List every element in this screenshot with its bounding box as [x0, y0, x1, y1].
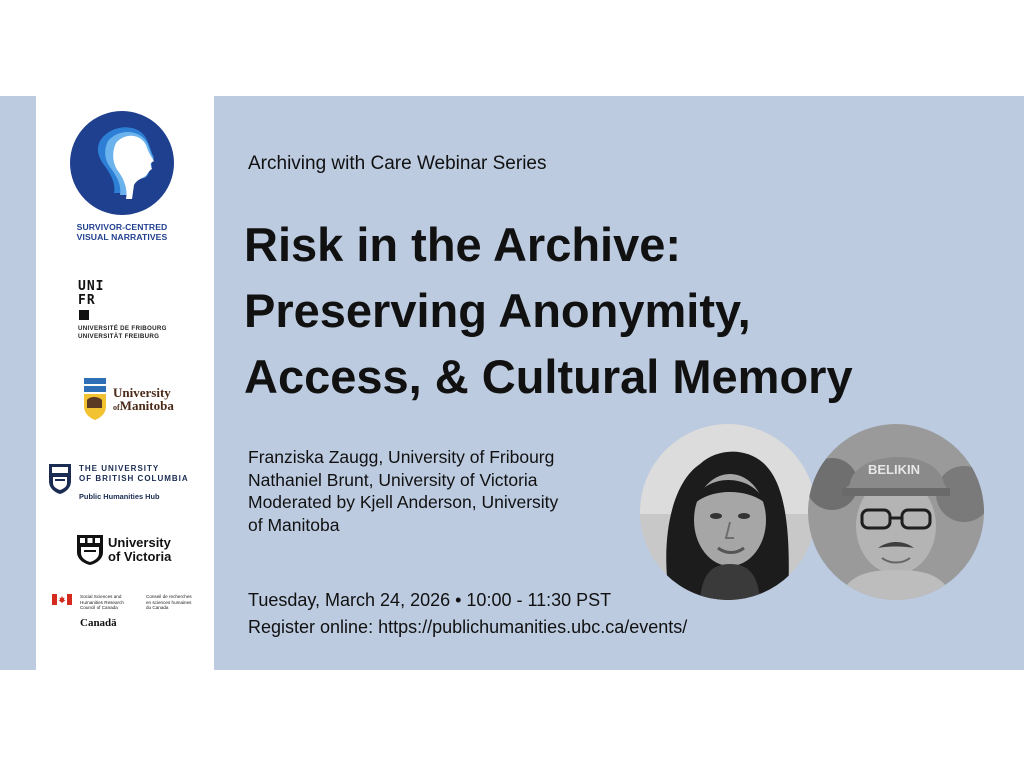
speaker-2: Nathaniel Brunt, University of Victoria — [248, 469, 538, 490]
unifr-mark — [78, 280, 104, 308]
ubc-hub-text: Public Humanities Hub — [79, 492, 160, 501]
moderator-line-2: of Manitoba — [248, 514, 340, 535]
event-title — [244, 212, 1004, 410]
sshrc-fr-1: Conseil de recherches — [146, 594, 192, 599]
title-line-3: Access, & Cultural Memory — [244, 350, 853, 403]
speaker-photo-man — [808, 424, 984, 600]
title-line-1: Risk in the Archive: — [244, 218, 682, 271]
cap-text: BELIKIN — [868, 462, 920, 477]
manitoba-of: of — [113, 403, 120, 412]
unifr-square-icon — [79, 310, 89, 320]
speaker-photo-woman — [640, 424, 816, 600]
title-line-2: Preserving Anonymity, — [244, 284, 751, 337]
svn-logo-icon — [70, 111, 174, 215]
manitoba-name: Manitoba — [119, 398, 174, 413]
sshrc-fr-2: en sciences humaines — [146, 599, 192, 605]
ubc-line-1: THE UNIVERSITY — [79, 464, 160, 473]
uvic-crest-icon — [76, 534, 104, 566]
uvic-line-1: University — [108, 535, 171, 550]
series-name: Archiving with Care Webinar Series — [248, 153, 547, 174]
svn-line-1: SURVIVOR-CENTRED — [76, 222, 168, 232]
manitoba-line-2 — [113, 399, 174, 414]
sshrc-french — [146, 594, 206, 611]
ubc-crest-icon — [48, 463, 72, 495]
canada-wordmark: Canadä — [80, 617, 117, 629]
unifr-text — [78, 325, 167, 341]
event-datetime: Tuesday, March 24, 2026 • 10:00 - 11:30 PST — [248, 590, 612, 610]
unifr-line-2: UNIVERSITÄT FREIBURG — [78, 333, 160, 340]
svn-line-2: VISUAL NARRATIVES — [76, 232, 168, 242]
moderator-line-1: Moderated by Kjell Anderson, University — [248, 492, 559, 512]
speaker-1: Franziska Zaugg, University of Fribourg — [248, 447, 555, 467]
manitoba-logo-text — [113, 386, 174, 414]
canada-flag-icon — [52, 594, 72, 605]
manitoba-crest-icon — [82, 376, 108, 422]
sshrc-en-1: Social Sciences and — [80, 594, 122, 599]
sshrc-en-3: Council of Canada — [80, 605, 118, 611]
sshrc-english — [80, 594, 138, 611]
manitoba-line-1: University — [113, 385, 171, 400]
unifr-mark-line-1: UNI — [78, 279, 105, 294]
uvic-logo-text — [108, 536, 171, 564]
sshrc-en-2: Humanities Research — [80, 599, 124, 605]
register-link[interactable]: Register online: https://publichumanities.ubc.ca/events/ — [248, 617, 688, 637]
unifr-line-1: UNIVERSITÉ DE FRIBOURG — [78, 325, 167, 332]
svn-logo-text — [54, 222, 190, 242]
ubc-line-2: OF BRITISH COLUMBIA — [79, 474, 189, 483]
unifr-mark-line-2: FR — [78, 293, 96, 308]
uvic-line-2: of Victoria — [108, 549, 172, 564]
speaker-list — [248, 446, 628, 536]
ubc-logo-text — [79, 464, 189, 484]
sshrc-fr-3: du Canada — [146, 605, 169, 611]
